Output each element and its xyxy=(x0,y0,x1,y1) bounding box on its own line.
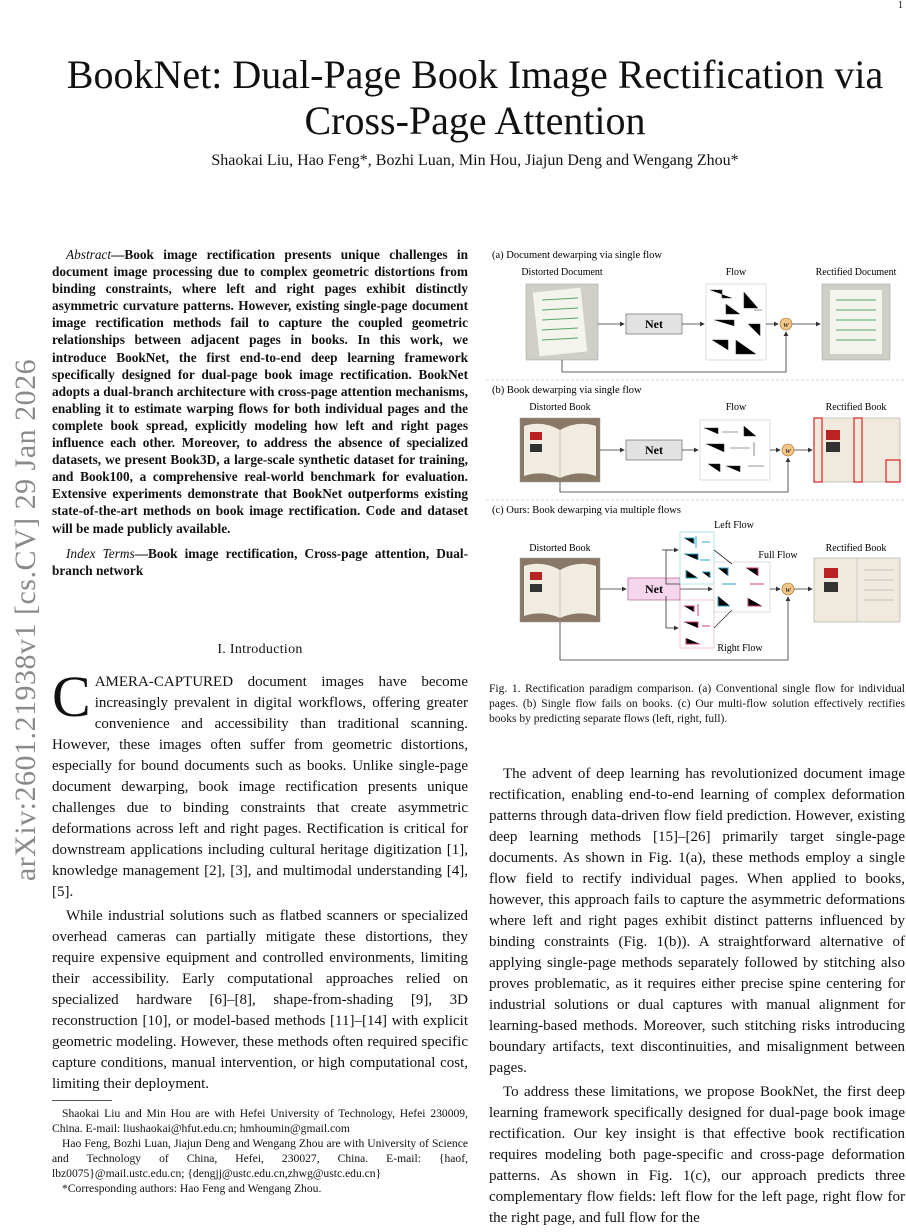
panel-b-flow-label: Flow xyxy=(725,402,747,413)
net-label-a: Net xyxy=(645,317,663,331)
index-terms-text: —Book image rectification, Cross-page attention, Dual-branch network xyxy=(52,545,468,578)
panel-a-label: (a) Document dewarping via single flow xyxy=(492,250,662,261)
panel-b-distorted-label: Distorted Book xyxy=(529,402,591,413)
panel-c-full-flow-label: Full Flow xyxy=(758,550,798,561)
figure-caption: Fig. 1. Rectification paradigm comparison. (a) Conventional single flow for individual pages. (b) Single flow fails on books. (c) Our multi-flow solution effectively rectifies books by predicting separate flows (left, right, full). xyxy=(489,683,905,725)
footnote-corresponding: *Corresponding authors: Hao Feng and Wengang Zhou. xyxy=(62,1182,322,1195)
section-heading: I. Introduction xyxy=(217,642,303,657)
panel-a-distorted-label: Distorted Document xyxy=(521,267,603,278)
net-label-b: Net xyxy=(645,443,663,457)
authors: Shaokai Liu, Hao Feng*, Bozhi Luan, Min Hou, Jiajun Deng and Wengang Zhou* xyxy=(211,152,739,169)
figure-1 xyxy=(486,244,906,664)
paper-title xyxy=(40,52,906,144)
warp-symbol-a: w xyxy=(783,320,789,329)
panel-a-rectified-label: Rectified Document xyxy=(815,267,897,278)
right-paragraph-2: To address these limitations, we propose BookNet, the first deep learning framework specifically designed for dual-page book image rectification. Our key insight is that effective book rectification requires modeling both page-specific and cross-page deformation patterns. As shown in Fig. 1(c), our approach predicts three complementary flow fields: left flow for the left page, right flow for the right page, and full flow for the xyxy=(489,1084,905,1226)
right-paragraph-1: The advent of deep learning has revolutionized document image rectification, enabling end-to-end learning of complex deformation patterns through data-driven flow field prediction. However, existing deep learning methods [15]–[26] primarily target single-page documents. As shown in Fig. 1(a), these methods employ a single flow field to rectify individual pages. When applied to books, however, this approach fails to capture the asymmetric deformations where left and right pages exhibit distinct patterns influenced by binding constraints (Fig. 1(b)). A straightforward alternative of applying single-page methods separately followed by stitching also proves problematic, as it requires either precise spine centering for industrial solutions or dual captures with manual alignment for learning-based methods. Moreover, such stitching risks introducing boundary artifacts, text discontinuities, and misalignment between pages. xyxy=(489,766,905,1076)
footnotes xyxy=(52,1106,468,1196)
warp-symbol-c: w xyxy=(785,585,791,594)
footnote-affiliation-2: Hao Feng, Bozhi Luan, Jiajun Deng and Wengang Zhou are with University of Science and Technology of China, Hefei, 230027, China. E-mail: {haof, lbz0075}@mail.ustc.edu.cn; {dengjj@ustc.edu.cn,zhwg@ustc.edu.cn} xyxy=(52,1137,468,1180)
intro-paragraph-1: AMERA-CAPTURED document images have become increasingly prevalent in digital workflows, offering greater convenience and accessibility than traditional scanning. However, these images often suffer from geometric distortions, especially for bound documents such as books. Unlike single-page document dewarping, book image rectification presents unique challenges due to binding constraints that create asymmetric deformations across left and right pages. Rectification is critical for downstream applications including cultural heritage digitization [1], knowledge management [2], [3], and multimodal understanding [4], [5]. xyxy=(52,674,468,900)
panel-a-flow-label: Flow xyxy=(725,267,747,278)
title-line-2: Cross-Page Attention xyxy=(304,98,646,143)
panel-c-rectified-label: Rectified Book xyxy=(825,543,887,554)
footnote-rule xyxy=(52,1100,112,1101)
title-line-1: BookNet: Dual-Page Book Image Rectification via xyxy=(66,52,884,97)
panel-b-rectified-label: Rectified Book xyxy=(825,402,887,413)
panel-c-distorted-label: Distorted Book xyxy=(529,543,591,554)
page-number: 1 xyxy=(898,0,903,11)
abstract xyxy=(52,246,468,587)
abstract-text: —Book image rectification presents unique challenges in document image processing due to complex geometric distortions from binding constraints, where left and right pages exhibit distinctly asymmetric curvature patterns. However, existing single-page document image rectification methods fail to capture the coupled geometric relationships between adjacent pages in books. In this work, we introduce BookNet, the first end-to-end deep learning framework specifically designed for dual-page book image rectification. BookNet adopts a dual-branch architecture with cross-page attention mechanisms, enabling it to estimate warping flows for both individual pages and the complete book spread, explicitly modeling how left and right pages influence each other. Moreover, to address the absence of specialized datasets, we present Book3D, a large-scale synthetic dataset for training, and Book100, a comprehensive real-world benchmark for evaluation. Extensive experiments demonstrate that BookNet outperforms existing state-of-the-art methods on book image rectification. Code and dataset will be made publicly available. xyxy=(52,247,468,536)
warp-symbol-b: w xyxy=(785,446,791,455)
panel-b-label: (b) Book dewarping via single flow xyxy=(492,385,642,396)
drop-cap: C xyxy=(52,664,91,729)
panel-c-label: (c) Ours: Book dewarping via multiple flows xyxy=(492,505,681,516)
footnote-affiliation-1: Shaokai Liu and Min Hou are with Hefei University of Technology, Hefei 230009, China. E-mail: liushaokai@hfut.edu.cn; hmhoumin@gmail.com xyxy=(52,1107,468,1135)
introduction xyxy=(52,664,468,1098)
panel-c-left-flow-label: Left Flow xyxy=(714,520,754,531)
right-column-text xyxy=(489,764,905,1232)
index-terms-label: Index Terms xyxy=(66,545,135,561)
intro-paragraph-2: While industrial solutions such as flatbed scanners or specialized overhead cameras can partially mitigate these distortions, they require expensive equipment and controlled environments, limiting their accessibility. Early computational approaches relied on specialized hardware [6]–[8], shape-from-shading [9], 3D reconstruction [10], or model-based methods [11]–[14] with explicit geometric modeling. However, these methods often required specific capture conditions, manual intervention, or high computational cost, limiting their deployment. xyxy=(52,908,468,1092)
panel-c-right-flow-label: Right Flow xyxy=(717,643,763,654)
arxiv-stamp: arXiv:2601.21938v1 [cs.CV] 29 Jan 2026 xyxy=(9,358,42,882)
abstract-label: Abstract xyxy=(66,247,112,262)
net-label-c: Net xyxy=(645,582,663,596)
